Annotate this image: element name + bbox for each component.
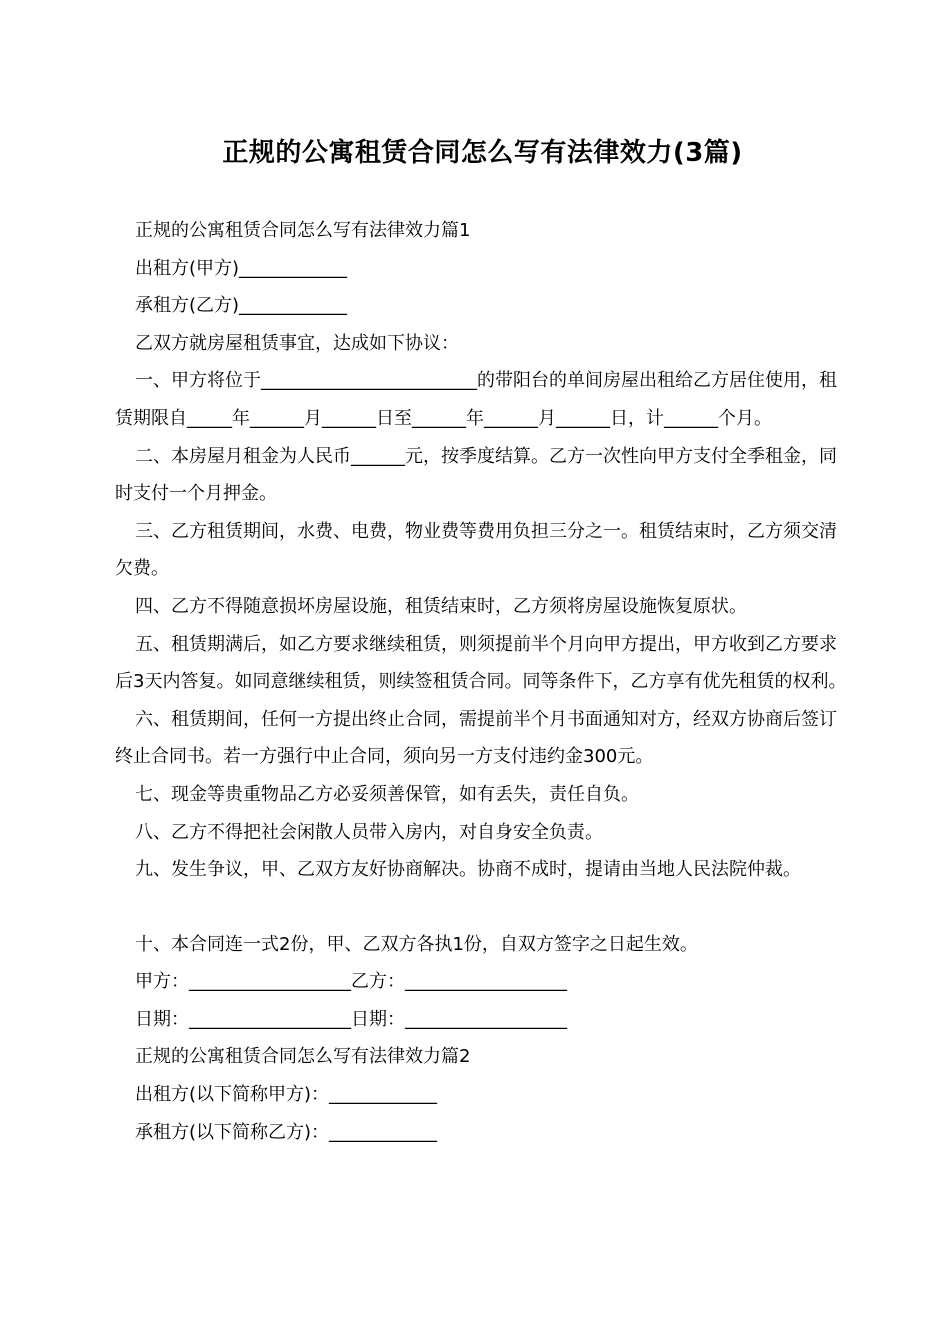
clause-8: 八、乙方不得把社会闲散人员带入房内，对自身安全负责。 [135,821,603,843]
section-heading-1: 正规的公寓租赁合同怎么写有法律效力篇1 [135,220,471,241]
agreement-intro: 乙双方就房屋租赁事宜，达成如下协议： [135,332,459,354]
lessor-field-2: 出租方(以下简称甲方)：____________ [135,1084,438,1106]
clause-7: 七、现金等贵重物品乙方必妥须善保管，如有丢失，责任自负。 [135,783,639,805]
clause-2: 二、本房屋月租金为人民币______元，按季度结算。乙方一次性向甲方支付全季租金，同时支付一个月押金。 [115,445,837,505]
document-body [115,212,850,1151]
lessor-field: 出租方(甲方)____________ [135,257,348,279]
lessee-field: 承租方(乙方)____________ [135,295,348,317]
date-line: 日期：__________________日期：__________________ [135,1008,567,1030]
clause-5: 五、租赁期满后，如乙方要求继续租赁，则须提前半个月向甲方提出，甲方收到乙方要求后3天内答复。如同意继续租赁，则续签租赁合同。同等条件下，乙方享有优先租赁的权利。 [115,633,847,693]
clause-1: 一、甲方将位于________________________的带阳台的单间房屋出租给乙方居住使用，租赁期限自_____年______月______日至______年______月______日，计______个月。 [115,370,837,429]
section-heading-2: 正规的公寓租赁合同怎么写有法律效力篇2 [135,1046,471,1068]
clause-9: 九、发生争议，甲、乙双方友好协商解决。协商不成时，提请由当地人民法院仲裁。 [135,859,801,881]
document-title: 正规的公寓租赁合同怎么写有法律效力(3篇) [222,138,743,168]
signature-line: 甲方：__________________乙方：__________________ [135,971,567,993]
lessee-field-2: 承租方(以下简称乙方)：____________ [135,1121,438,1143]
clause-4: 四、乙方不得随意损坏房屋设施，租赁结束时，乙方须将房屋设施恢复原状。 [135,595,747,617]
clause-6: 六、租赁期间，任何一方提出终止合同，需提前半个月书面通知对方，经双方协商后签订终止合同书。若一方强行中止合同，须向另一方支付违约金300元。 [115,708,837,768]
clause-3: 三、乙方租赁期间，水费、电费，物业费等费用负担三分之一。租赁结束时，乙方须交清欠费。 [115,520,837,580]
clause-10: 十、本合同连一式2份，甲、乙双方各执1份，自双方签字之日起生效。 [135,933,698,955]
